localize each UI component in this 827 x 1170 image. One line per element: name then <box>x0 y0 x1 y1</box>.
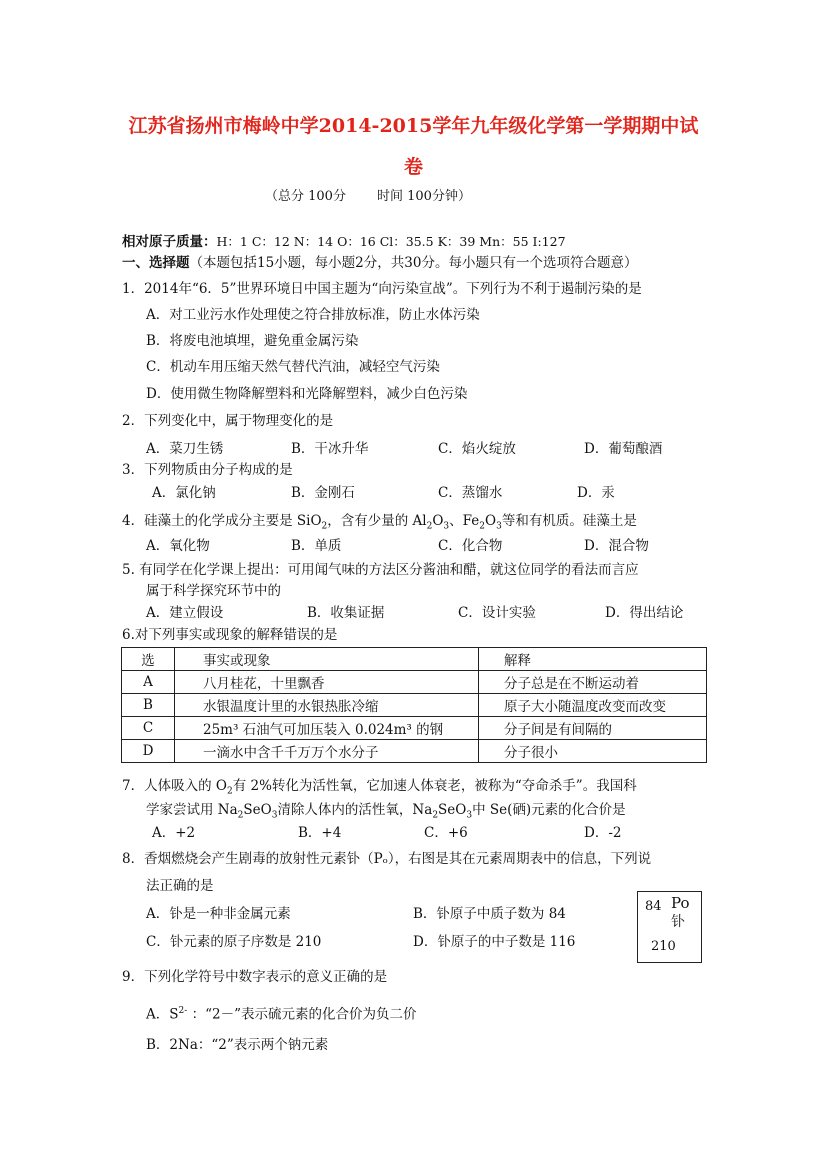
table-header-cell: 选 <box>122 648 175 671</box>
q3-option-b: B．金刚石 <box>291 485 355 501</box>
q4-option-b: B．单质 <box>291 538 342 554</box>
q4-stem-part: O <box>485 513 497 529</box>
q4-stem-part: ，含有少量的 Al <box>327 513 427 529</box>
atomic-mass-line <box>122 232 566 252</box>
table-cell: 分子很小 <box>479 740 707 763</box>
q4-sub: 3 <box>496 521 502 532</box>
q7-part: 有 2%转化为活性氧，它加速人体衰老，被称为“夺命杀手”。我国科 <box>232 778 637 794</box>
q7-sub: 2 <box>226 786 233 797</box>
table-row <box>122 717 707 740</box>
q5-option-c: C．设计实验 <box>458 605 536 621</box>
element-cell-polonium <box>637 891 702 963</box>
q4-option-c: C．化合物 <box>438 538 503 554</box>
atomic-mass: 210 <box>651 939 676 954</box>
q7-sub: 2 <box>432 810 439 821</box>
q7-sub: 3 <box>271 810 278 821</box>
table-header-row <box>122 648 707 671</box>
element-name: 钋 <box>671 914 685 930</box>
total-score: （总分 100分 <box>265 189 346 204</box>
atomic-number: 84 <box>645 899 662 914</box>
q4-sub: 2 <box>321 521 328 532</box>
q4-stem-part: 、Fe <box>449 513 480 529</box>
q6-table <box>121 647 707 763</box>
q8-option-d: D．钋原子的中子数是 116 <box>413 934 576 950</box>
section-note: （本题包括15小题，每小题2分，共30分。每小题只有一个选项符合题意） <box>189 255 638 271</box>
q4-stem-part: 4．硅藻土的化学成分主要是 SiO <box>122 513 322 529</box>
table-cell: C <box>122 717 175 740</box>
table-cell: 25m³ 石油气可加压装入 0.024m³ 的钢 <box>175 717 479 740</box>
table-header-cell: 解释 <box>479 648 707 671</box>
q7-stem-line1 <box>122 776 637 802</box>
table-header-cell: 事实或现象 <box>175 648 479 671</box>
document-title-line2: 卷 <box>403 156 423 178</box>
atomic-mass-label: 相对原子质量： <box>122 234 217 250</box>
q1-option-d: D．使用微生物降解塑料和光降解塑料，减少白色污染 <box>146 386 468 402</box>
q6-stem: 6.对下列事实或现象的解释错误的是 <box>122 627 338 643</box>
q9-a-part: ：“2－”表示硫元素的化合价为负二价 <box>187 1006 417 1023</box>
q9-a-part: A．S <box>146 1006 179 1023</box>
q9-stem: 9．下列化学符号中数字表示的意义正确的是 <box>122 969 388 985</box>
q7-part: 7．人体吸入的 O <box>122 778 227 794</box>
table-cell: 水银温度计里的水银热胀冷缩 <box>175 694 479 717</box>
q5-stem-line2: 属于科学探究环节中的 <box>146 583 281 599</box>
q9-option-b: B．2Na：“2”表示两个钠元素 <box>146 1037 329 1053</box>
section-heading <box>122 253 637 273</box>
q5-option-d: D．得出结论 <box>605 605 684 621</box>
q3-option-c: C．蒸馏水 <box>438 485 503 501</box>
table-cell: 分子总是在不断运动着 <box>479 671 707 694</box>
element-symbol: Po <box>671 894 690 912</box>
q4-option-d: D．混合物 <box>584 538 649 554</box>
q2-option-d: D．葡萄酿酒 <box>584 441 663 457</box>
table-cell: 八月桂花，十里飘香 <box>175 671 479 694</box>
q5-option-a: A．建立假设 <box>146 605 224 621</box>
q1-option-b: B．将废电池填埋，避免重金属污染 <box>146 333 359 349</box>
q7-part: SeO <box>438 802 467 818</box>
q7-part: SeO <box>243 802 272 818</box>
q8-stem-line2: 法正确的是 <box>146 878 214 894</box>
document-title-line1: 江苏省扬州市梅岭中学2014-2015学年九年级化学第一学期期中试 <box>128 115 699 137</box>
q7-part: 中 Se(硒)元素的化合价是 <box>472 802 626 818</box>
q5-option-b: B．收集证据 <box>307 605 385 621</box>
q7-option-a: A．+2 <box>152 825 196 841</box>
q7-option-b: B．+4 <box>298 825 342 841</box>
table-cell: 原子大小随温度改变而改变 <box>479 694 707 717</box>
table-row <box>122 694 707 717</box>
exam-time: 时间 100分钟） <box>377 189 471 204</box>
section-label: 一、选择题 <box>122 255 190 271</box>
q8-option-b: B．钋原子中质子数为 84 <box>413 906 566 922</box>
table-cell: 分子间是有间隔的 <box>479 717 707 740</box>
q4-sub: 2 <box>426 521 433 532</box>
q4-stem-part: O <box>432 513 444 529</box>
table-cell: 一滴水中含千千万万个水分子 <box>175 740 479 763</box>
q2-option-a: A．菜刀生锈 <box>146 441 224 457</box>
q4-stem-part: 等和有机质。硅藻土是 <box>501 513 637 529</box>
atomic-mass-values: H：1 C：12 N：14 O：16 Cl：35.5 K：39 Mn：55 I:127 <box>216 234 566 249</box>
q5-stem-line1: 5. 有同学在化学课上提出：可用闻气味的方法区分酱油和醋，就这位同学的看法而言应 <box>122 562 639 578</box>
q2-option-c: C．焰火绽放 <box>438 441 516 457</box>
q1-option-c: C．机动车用压缩天然气替代汽油，减轻空气污染 <box>146 359 440 375</box>
q4-option-a: A．氧化物 <box>146 538 210 554</box>
q3-option-d: D．汞 <box>577 485 615 501</box>
q7-option-c: C．+6 <box>424 825 468 841</box>
q1-stem: 1．2014年“6．5”世界环境日中国主题为“向污染宣战”。下列行为不利于遏制污染的是 <box>122 281 642 297</box>
q9-option-a <box>146 1001 416 1025</box>
q7-stem-line2 <box>146 800 626 826</box>
table-cell: D <box>122 740 175 763</box>
q4-sub: 2 <box>479 521 486 532</box>
q2-stem: 2．下列变化中，属于物理变化的是 <box>122 413 334 429</box>
q9-a-sup: 2- <box>178 1006 188 1016</box>
q7-sub: 3 <box>466 810 473 821</box>
q8-option-c: C．钋元素的原子序数是 210 <box>146 934 322 950</box>
q3-stem: 3．下列物质由分子构成的是 <box>122 462 293 478</box>
q2-option-b: B．干冰升华 <box>291 441 369 457</box>
q4-stem <box>122 511 637 537</box>
table-cell: B <box>122 694 175 717</box>
q7-part: 学家尝试用 Na <box>146 802 238 818</box>
q7-option-d: D．-2 <box>584 825 622 841</box>
q7-part: 清除人体内的活性氧，Na <box>277 802 433 818</box>
q3-option-a: A．氯化钠 <box>152 485 216 501</box>
table-row <box>122 740 707 763</box>
table-cell: A <box>122 671 175 694</box>
table-row <box>122 671 707 694</box>
q8-stem-line1: 8．香烟燃烧会产生剧毒的放射性元素钋（Pₒ），右图是其在元素周期表中的信息，下列说 <box>122 851 652 867</box>
q1-option-a: A．对工业污水作处理使之符合排放标准，防止水体污染 <box>146 307 480 323</box>
q8-option-a: A．钋是一种非金属元素 <box>146 906 291 922</box>
q4-sub: 3 <box>443 521 450 532</box>
q7-sub: 2 <box>237 810 244 821</box>
